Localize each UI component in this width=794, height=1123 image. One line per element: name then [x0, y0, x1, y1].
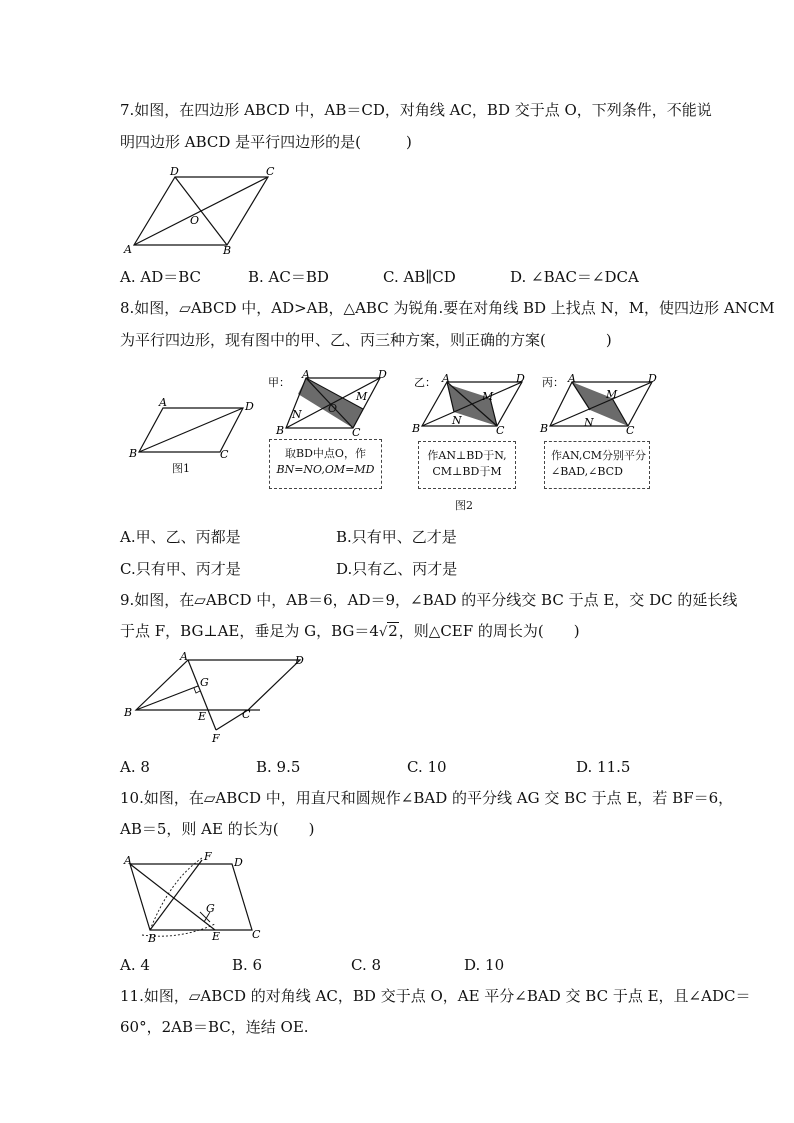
q8-s1-label-M: M: [356, 390, 368, 403]
q8-fig1-label-D: D: [245, 400, 254, 413]
q8-scheme3-figure: [540, 370, 665, 436]
q10-stem-line2: AB＝5，则 AE 的长为( ): [120, 820, 315, 838]
q7-label-C: C: [266, 165, 275, 178]
q9-option-b: B. 9.5: [256, 758, 301, 776]
q8-s2-label-B: B: [412, 422, 421, 435]
q9-option-c: C. 10: [407, 758, 447, 776]
q8-s1-label-B: B: [276, 424, 285, 437]
q9-stem-line2-b: ，则△CEF 的周长为( ): [398, 622, 580, 640]
q9-sqrt-value: 2: [388, 622, 398, 640]
q8-figure1: [125, 398, 255, 460]
q8-scheme3-box-line1: 作AN,CM分别平分: [551, 449, 647, 462]
q8-scheme1-box: [269, 439, 382, 489]
q8-s2-label-N: N: [452, 414, 462, 427]
q7-label-B: B: [223, 244, 232, 257]
q10-stem-line1: 10.如图，在▱ABCD 中，用直尺和圆规作∠BAD 的平分线 AG 交 BC 于点 E，若 BF＝6，: [120, 789, 734, 807]
q9-sqrt-sign: √: [378, 625, 388, 640]
q8-fig2-caption: 图2: [455, 499, 473, 512]
q10-label-C: C: [252, 928, 261, 941]
q7-label-A: A: [124, 243, 132, 256]
q7-label-O: O: [190, 214, 200, 227]
q8-fig1-label-C: C: [220, 448, 229, 461]
q9-label-G: G: [200, 676, 209, 689]
q8-scheme2-box-line2: CM⊥BD于M: [432, 465, 502, 478]
q9-stem-line2-a: 于点 F，BG⊥AE，垂足为 G，BG＝4: [120, 622, 379, 640]
q8-s3-label-M: M: [606, 388, 618, 401]
q7-option-d: D. ∠BAC＝∠DCA: [510, 268, 639, 286]
q8-s3-label-D: D: [648, 372, 657, 385]
q8-s1-label-D: D: [378, 368, 387, 381]
q8-scheme1-box-line1: 取BD中点O，作: [285, 447, 366, 460]
q8-s1-label-O: O: [328, 402, 338, 415]
q8-scheme2-box: [418, 441, 516, 489]
q8-s2-label-M: M: [482, 390, 494, 403]
q9-figure: [120, 650, 320, 750]
q9-stem-line1: 9.如图，在▱ABCD 中，AB＝6，AD＝9，∠BAD 的平分线交 BC 于点 E，交 DC 的延长线: [120, 591, 738, 609]
q8-s3-label-A: A: [568, 372, 576, 385]
q9-label-B: B: [124, 706, 133, 719]
q8-fig1-label-A: A: [159, 396, 167, 409]
q10-label-D: D: [234, 856, 243, 869]
q10-label-B: B: [148, 932, 157, 945]
q8-scheme2-box-line1: 作AN⊥BD于N,: [427, 449, 507, 462]
q10-label-F: F: [204, 850, 212, 863]
q8-scheme1-figure: [268, 368, 398, 439]
q8-fig1-caption: 图1: [172, 462, 190, 475]
q8-stem-line2: 为平行四边形，现有图中的甲、乙、丙三种方案，则正确的方案( ): [120, 331, 612, 349]
q7-figure: [120, 165, 290, 255]
q8-option-c: C.只有甲、丙才是: [120, 560, 241, 578]
q8-fig1-label-B: B: [129, 447, 138, 460]
q7-label-D: D: [170, 165, 179, 178]
q9-label-D: D: [295, 654, 304, 667]
q8-s2-label-A: A: [442, 372, 450, 385]
q8-scheme1-box-line2: BN=NO,OM=MD: [276, 463, 375, 476]
q7-stem-line1: 7.如图，在四边形 ABCD 中，AB＝CD，对角线 AC，BD 交于点 O，下列条件，不能说: [120, 101, 712, 119]
q9-option-a: A. 8: [120, 758, 150, 776]
q8-scheme2-title: 乙：: [414, 376, 436, 389]
q8-scheme3-box: [544, 441, 650, 489]
q9-label-E: E: [198, 710, 207, 723]
q8-option-b: B.只有甲、乙才是: [336, 528, 457, 546]
q9-option-d: D. 11.5: [576, 758, 631, 776]
q9-label-F: F: [212, 732, 220, 745]
q10-option-a: A. 4: [120, 956, 150, 974]
q10-option-d: D. 10: [464, 956, 505, 974]
q10-option-b: B. 6: [232, 956, 263, 974]
q9-label-C: C: [242, 708, 251, 721]
q7-option-c: C. AB∥CD: [383, 268, 456, 286]
q8-stem-line1: 8.如图，▱ABCD 中，AD>AB，△ABC 为锐角.要在对角线 BD 上找点 N，M，使四边形 ANCM: [120, 299, 775, 317]
q10-label-G: G: [206, 902, 215, 915]
q8-s3-label-C: C: [626, 424, 635, 437]
q8-s3-label-N: N: [584, 416, 594, 429]
q9-label-A: A: [180, 650, 188, 663]
q8-scheme1-title: 甲：: [268, 376, 290, 389]
q10-label-A: A: [124, 854, 132, 867]
q8-scheme3-title: 丙：: [542, 376, 564, 389]
q8-s1-label-C: C: [352, 426, 361, 439]
q11-stem-line2: 60°，2AB＝BC，连结 OE.: [120, 1018, 309, 1036]
q10-label-E: E: [212, 930, 221, 943]
q8-scheme3-box-line2: ∠BAD,∠BCD: [551, 465, 623, 478]
q8-scheme2-figure: [412, 370, 537, 436]
q8-option-a: A.甲、乙、丙都是: [120, 528, 241, 546]
q10-option-c: C. 8: [351, 956, 382, 974]
q10-figure: [120, 850, 270, 945]
q7-option-b: B. AC＝BD: [248, 268, 329, 286]
q8-s2-label-C: C: [496, 424, 505, 437]
q8-s3-label-B: B: [540, 422, 549, 435]
q8-s2-label-D: D: [516, 372, 525, 385]
q7-stem-line2: 明四边形 ABCD 是平行四边形的是( ): [120, 133, 412, 151]
q8-option-d: D.只有乙、丙才是: [336, 560, 458, 578]
q7-option-a: A. AD＝BC: [120, 268, 202, 286]
q8-s1-label-A: A: [302, 368, 310, 381]
q8-s1-label-N: N: [292, 408, 302, 421]
q9-stem-line2: [120, 621, 580, 643]
q11-stem-line1: 11.如图，▱ABCD 的对角线 AC，BD 交于点 O，AE 平分∠BAD 交 BC 于点 E，且∠ADC＝: [120, 987, 751, 1005]
